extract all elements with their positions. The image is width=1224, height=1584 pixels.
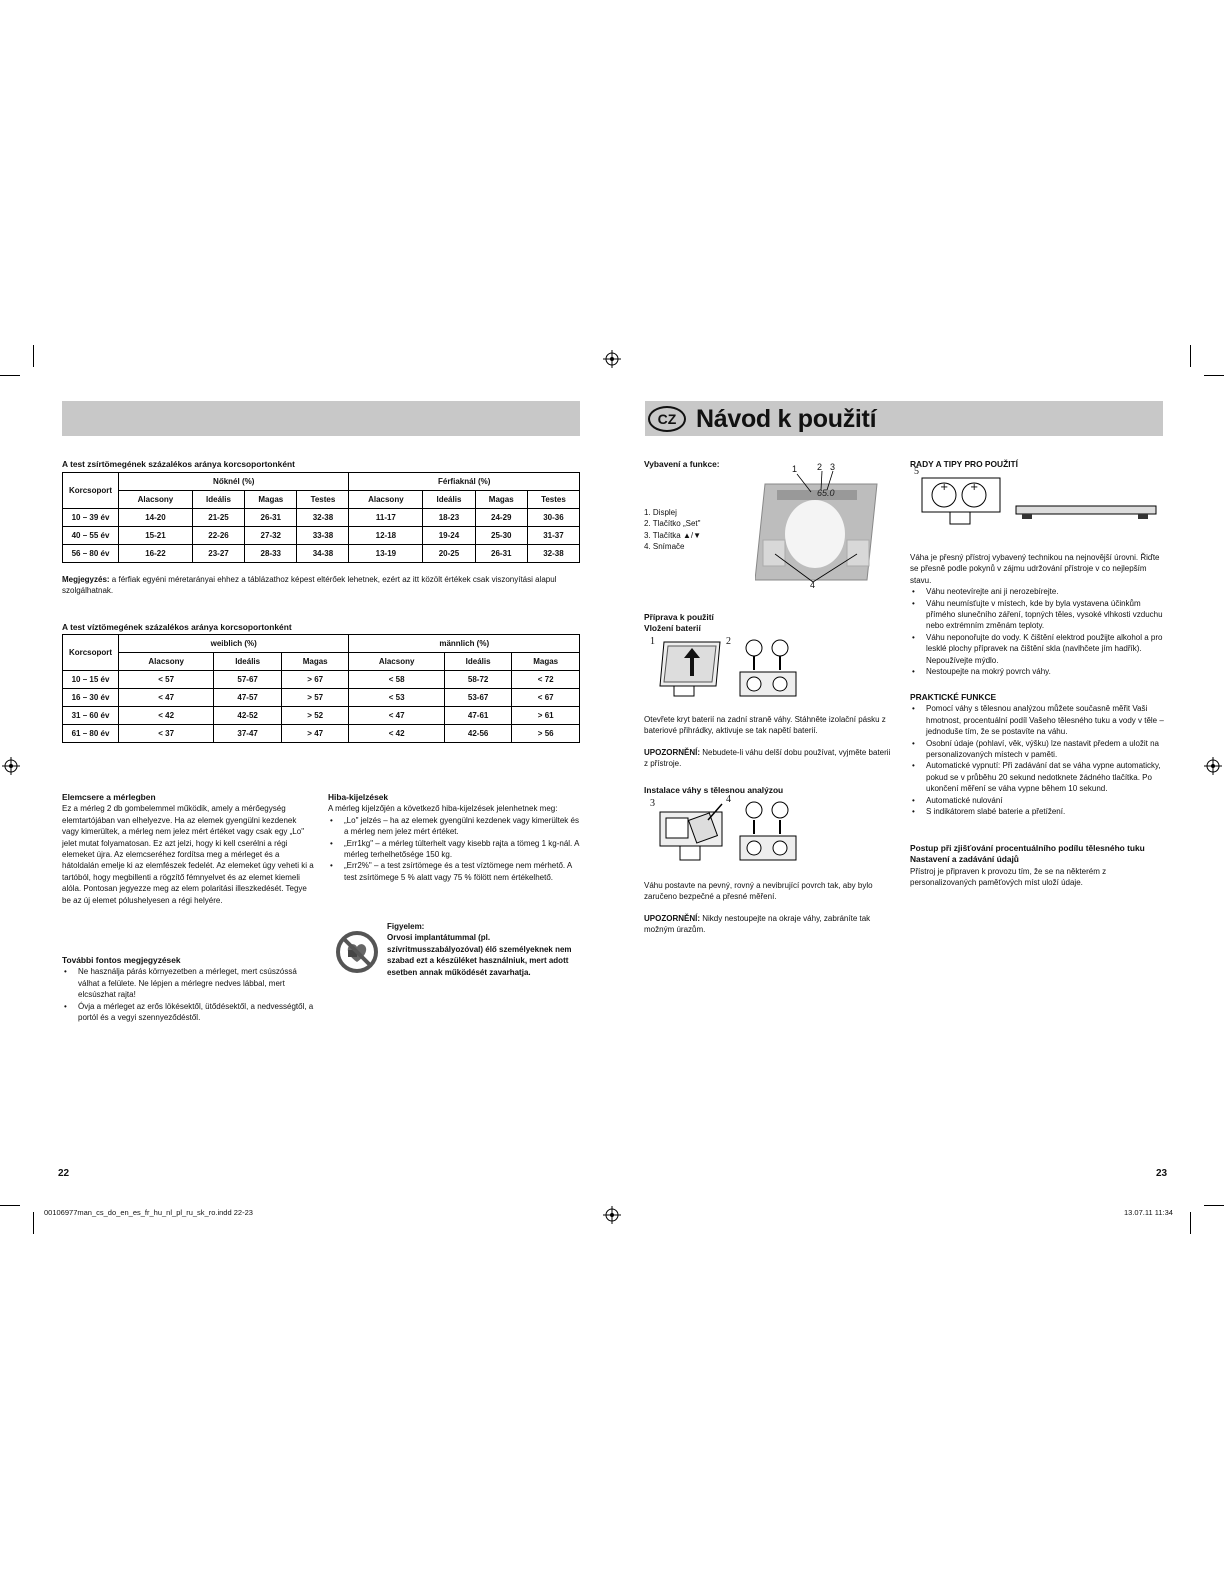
section-text: Váha je přesný přístroj vybavený technikou na nejnovější úrovni. Řiďte se přesně podle pokynů v zájmu udržování přístroje v co nejlepším stavu. — [910, 553, 1160, 585]
list-item: • „Err2%" – a test zsírtömege és a test víztömege nem mérhető. A test zsírtömege 5 % alatt vagy 75 % fölött nem értékelhető. — [328, 860, 580, 883]
svg-text:+: + — [940, 482, 949, 493]
tips-illustration — [912, 466, 1162, 530]
table-subheader: Ideális — [444, 653, 512, 671]
section-text: Váhu postavte na pevný, rovný a nevibrující povrch tak, aby bylo zaručeno bezpečné a přesné měření. — [644, 881, 873, 902]
table-header: Korcsoport — [63, 473, 119, 509]
section-title: Instalace váhy s tělesnou analýzou — [644, 785, 784, 795]
table-row: 56 – 80 év 16-22 23-27 28-33 34-38 13-19 20-25 26-31 32-38 — [63, 545, 580, 563]
equipment-section — [644, 459, 744, 470]
list-item: • Váhu neponořujte do vody. K čištění elektrod použijte alkohol a pro lesklé plochy přípravek na čištění skla (navlhčete jím hadřík). Nepoužívejte mýdlo. — [910, 632, 1164, 666]
table-header: männlich (%) — [349, 635, 580, 653]
further-notes-section — [62, 955, 314, 1023]
list-item: 1. Displej — [644, 508, 677, 517]
scale-illustration — [755, 462, 885, 592]
installation-section — [644, 785, 894, 796]
fig-label-2: 2 — [726, 636, 731, 647]
section-text: Otevřete kryt baterií na zadní straně váhy. Stáhněte izolační pásku z bateriové přihrádky, aktivuje se tak napětí baterií. — [644, 715, 886, 736]
section-title: Postup při zjišťování procentuálního podílu tělesného tuku — [910, 843, 1145, 853]
callout-2: 2 — [817, 462, 823, 472]
list-item: • Pomocí váhy s tělesnou analýzou můžete současně měřit Vaši hmotnost, procentuální podíl Vašeho tělesného tuku a vody v těle – jednoduše tím, že se postavíte na váhu. — [910, 703, 1164, 737]
list-item: • Automatické vypnutí: Při zadávání dat se váha vypne automaticky, pokud se v průběhu 20 sekund nedotknete žádného tlačítka. Po ukončení měření se váha vypne během 10 sekund. — [910, 760, 1164, 794]
page-number-left: 22 — [58, 1168, 70, 1179]
table-subheader: Magas — [281, 653, 349, 671]
battery-insert-illustration — [650, 636, 800, 706]
table-row: 10 – 39 év 14-20 21-25 26-31 32-38 11-17 18-23 24-29 30-36 — [63, 509, 580, 527]
table-subheader: Magas — [512, 653, 580, 671]
section-text: A mérleg kijelzőjén a következő hiba-kijelzések jelenhetnek meg: — [328, 804, 558, 814]
fat-table — [62, 472, 580, 563]
section-title: PRAKTICKÉ FUNKCE — [910, 692, 997, 702]
crop-mark — [0, 375, 20, 376]
section-title: További fontos megjegyzések — [62, 955, 181, 965]
table-subheader: Magas — [475, 491, 527, 509]
country-badge: CZ — [648, 406, 686, 432]
section-text: Přístroj je připraven k provozu tím, že se na některém z personalizovaných paměťových míst uloží údaje. — [910, 866, 1107, 888]
page-number-right: 23 — [1156, 1168, 1168, 1179]
note-text: a férfiak egyéni méretarányai ehhez a táblázathoz képest eltérőek lehetnek, ezért az itt közölt értékek csak viszonyítási alapul szolgálhatnak. — [62, 575, 557, 595]
fig-label-1: 1 — [650, 636, 655, 647]
procedure-section — [910, 843, 1164, 889]
list-item: • S indikátorem slabé baterie a přetížení. — [910, 806, 1164, 817]
list-item: • Osobní údaje (pohlaví, věk, výšku) lze nastavit předem a uložit na personalizovaných místech v paměti. — [910, 738, 1164, 761]
crop-mark — [1204, 1205, 1224, 1206]
list-item: • „Lo" jelzés – ha az elemek gyengülni kezdenek vagy kimerültek és a mérleg nem jelez mért értéket. — [328, 815, 580, 838]
warning-text: Nikdy nestoupejte na okraje váhy, zabráníte tak možným úrazům. — [644, 913, 871, 935]
table-subheader: Ideális — [214, 653, 282, 671]
list-item: • Váhu neumísťujte v místech, kde by byla vystavena účinkům přímého slunečního záření, topných těles, vysoké vlhkosti vzduchu nebo extrémním změnám teploty. — [910, 598, 1164, 632]
warning-text: Orvosi implantátummal (pl. szívritmusszabályozóval) élő személyeknek nem szabad ezt a készüléket használniuk, mert adott esetben annak működését zavarhatja. — [387, 933, 572, 977]
table-subheader: Magas — [245, 491, 297, 509]
crop-mark — [1190, 1212, 1191, 1234]
warning-box — [387, 921, 579, 978]
section-title: Příprava k použití — [644, 612, 714, 622]
fig-label-5: 5 — [914, 466, 919, 477]
water-table-caption: A test víztömegének százalékos aránya korcsoportonként — [62, 622, 292, 632]
fat-table-caption: A test zsírtömegének százalékos aránya korcsoportonként — [62, 459, 295, 469]
battery-section — [62, 792, 314, 906]
warning-label: UPOZORNĚNÍ: — [644, 913, 700, 923]
list-item: 4. Snímače — [644, 542, 685, 552]
error-section — [328, 792, 580, 883]
tips-section — [910, 459, 1164, 470]
list-item: • „Err1kg" – a mérleg túlterhelt vagy kisebb rajta a tömeg 1 kg-nál. A mérleg terhelhetősége 150 kg. — [328, 838, 580, 861]
installation-text — [644, 880, 894, 936]
table-subheader: Testes — [527, 491, 579, 509]
list-item: • Óvja a mérleget az erős lökésektől, ütődésektől, a nedvességtől, a portól és a vegyi szennyeződéstől. — [62, 1001, 314, 1024]
crop-mark — [33, 1212, 34, 1234]
table-row: 10 – 15 év < 57 57-67 > 67 < 58 58-72 < 72 — [63, 671, 580, 689]
table-subheader: Alacsony — [349, 653, 444, 671]
tips-text — [910, 552, 1164, 677]
list-item: 3. Tlačítka ▲/▼ — [644, 530, 702, 540]
registration-mark-icon — [603, 350, 621, 368]
footer-date: 13.07.11 11:34 — [1124, 1208, 1173, 1217]
table-row: 61 – 80 év < 37 37-47 > 47 < 42 42-56 > 56 — [63, 725, 580, 743]
crop-mark — [0, 1205, 20, 1206]
section-title: Hiba-kijelzések — [328, 792, 389, 802]
preparation-section — [644, 612, 894, 635]
list-item: • Ne használja párás környezetben a mérleget, mert csúszóssá válhat a felülete. Ne lépjen a mérlegre nedves lábbal, mert elcsúszhat rajta! — [62, 966, 314, 1000]
table-row: 31 – 60 év < 42 42-52 > 52 < 47 47-61 > 61 — [63, 707, 580, 725]
water-table — [62, 634, 580, 743]
list-item: • Váhu neotevírejte ani ji nerozebírejte. — [910, 586, 1164, 597]
fig-label-3: 3 — [650, 798, 655, 809]
warning-title: Figyelem: — [387, 922, 425, 931]
crop-mark — [1204, 375, 1224, 376]
fig-label-4: 4 — [726, 794, 731, 805]
left-header-band — [62, 401, 580, 436]
section-text: Ez a mérleg 2 db gombelemmel működik, amely a mérőegység elemtartójában van elhelyezve. Ha az elemek gyengülni kezdenek vagy kimerültek, a mérleg nem jelez mért értéket vagy csak egy „Lo" jelet mutat folyamatosan. Ez azt jelzi, hogy ki kell cserélni a régi elemeket újra. Az elemcseréhez fordítsa meg a mérleget és a hátoldalán emelje ki az elemfészek fedelét. Az elemeket úgy veheti ki a tartóból, hogy megbillenti a rögzítő fémnyelvet és az elemet kiemeli alóla. Pontosan jegyezze meg az elem polaritási illeszkedését. Tegye be az új elemet pólushelyesen a régi helyére. — [62, 804, 314, 905]
table-subheader: Alacsony — [119, 653, 214, 671]
scale-display-value: 65.0 — [817, 488, 835, 498]
note-label: Megjegyzés: — [62, 575, 110, 584]
svg-text:+: + — [970, 482, 979, 493]
section-title: RADY A TIPY PRO POUŽITÍ — [910, 459, 1018, 469]
table-note — [62, 574, 580, 596]
list-item: • Automatické nulování — [910, 795, 1164, 806]
table-subheader: Ideális — [192, 491, 244, 509]
callout-3: 3 — [830, 462, 836, 472]
crop-mark — [1190, 345, 1191, 367]
callout-1: 1 — [792, 464, 798, 474]
registration-mark-icon — [603, 1206, 621, 1224]
page-title-text: Návod k použití — [696, 404, 877, 433]
section-title: Elemcsere a mérlegben — [62, 792, 156, 802]
registration-mark-icon — [1204, 757, 1222, 775]
section-subtitle: Vložení baterií — [644, 623, 701, 634]
section-title: Vybavení a funkce: — [644, 459, 720, 469]
registration-mark-icon — [2, 757, 20, 775]
table-row: 16 – 30 év < 47 47-57 > 57 < 53 53-67 < 67 — [63, 689, 580, 707]
list-item: • Nestoupejte na mokrý povrch váhy. — [910, 666, 1164, 677]
footer-filename: 00106977man_cs_do_en_es_fr_hu_nl_pl_ru_sk_ro.indd 22-23 — [44, 1208, 253, 1217]
list-item: 2. Tlačítko „Set" — [644, 519, 701, 529]
table-subheader: Ideális — [423, 491, 475, 509]
table-subheader: Alacsony — [349, 491, 423, 509]
table-header: Korcsoport — [63, 635, 119, 671]
table-subheader: Alacsony — [119, 491, 193, 509]
equipment-list — [644, 507, 754, 553]
no-pacemaker-icon — [335, 930, 379, 974]
table-header: Nőknél (%) — [119, 473, 349, 491]
table-header: Férfiaknál (%) — [349, 473, 580, 491]
page-title — [648, 404, 876, 434]
preparation-text — [644, 714, 894, 770]
table-row: 40 – 55 év 15-21 22-26 27-32 33-38 12-18 19-24 25-30 31-37 — [63, 527, 580, 545]
warning-text: Nebudete-li váhu delší dobu používat, vyjměte baterii z přístroje. — [644, 747, 891, 769]
table-header: weiblich (%) — [119, 635, 349, 653]
warning-label: UPOZORNĚNÍ: — [644, 747, 700, 757]
table-subheader: Testes — [297, 491, 349, 509]
installation-illustration — [650, 794, 800, 870]
callout-4: 4 — [810, 580, 816, 590]
crop-mark — [33, 345, 34, 367]
section-subtitle: Nastavení a zadávání údajů — [910, 854, 1019, 865]
practical-section — [910, 692, 1164, 817]
